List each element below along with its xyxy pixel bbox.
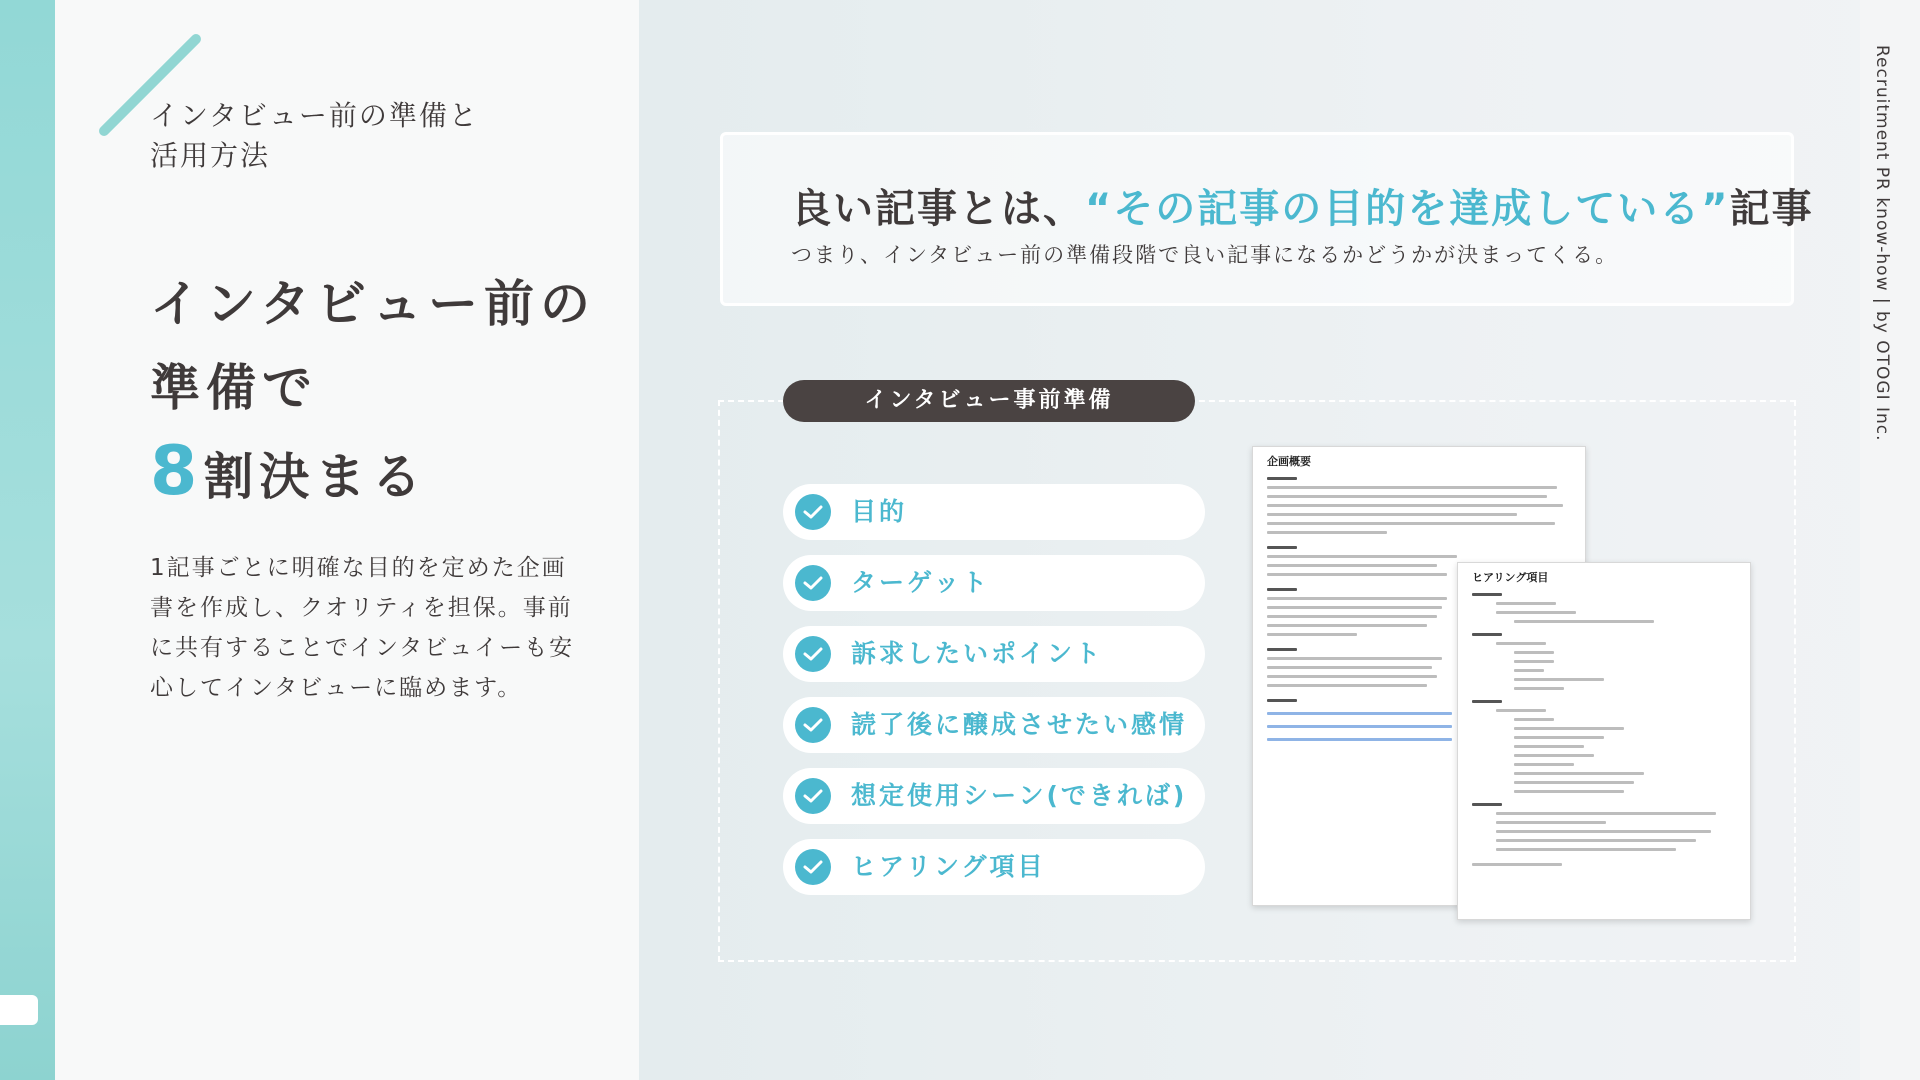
prep-item-label: ヒアリング項目 xyxy=(851,852,1046,881)
doc-title: 企画概要 xyxy=(1267,455,1311,468)
headline-line3 xyxy=(150,430,596,519)
headline-number: 8 xyxy=(150,432,204,511)
check-icon xyxy=(795,565,831,601)
prep-item-use-scene xyxy=(783,768,1205,824)
teal-side-strip xyxy=(0,0,55,1080)
prep-item-label: 読了後に醸成させたい感情 xyxy=(851,710,1188,739)
quote-line xyxy=(791,177,1814,234)
prep-item-label: 訴求したいポイント xyxy=(851,639,1104,668)
section-title-line1: インタビュー前の準備と xyxy=(150,99,479,132)
hearing-document-image xyxy=(1457,562,1751,920)
quote-sub: つまり、インタビュー前の準備段階で良い記事になるかどうかが決まってくる。 xyxy=(791,243,1619,267)
prep-item-appeal-points xyxy=(783,626,1205,682)
quote-suffix: 記事 xyxy=(1729,186,1814,232)
prep-item-purpose xyxy=(783,484,1205,540)
prep-list xyxy=(783,484,1205,910)
quote-highlight: “その記事の目的を達成している” xyxy=(1085,186,1730,232)
quote-prefix: 良い記事とは、 xyxy=(791,186,1085,232)
prep-item-label: 目的 xyxy=(851,497,908,526)
headline-line1: インタビュー前の xyxy=(150,275,596,333)
headline xyxy=(150,262,596,519)
prep-header: インタビュー事前準備 xyxy=(783,380,1195,422)
headline-line2: 準備で xyxy=(150,359,318,417)
quote-box xyxy=(720,132,1814,306)
body-text: 1記事ごとに明確な目的を定めた企画書を作成し、クオリティを担保。事前に共有することでインタビュイーも安心してインタビューに臨めます。 xyxy=(150,555,575,701)
prep-item-hearing xyxy=(783,839,1205,895)
section-title-line2: 活用方法 xyxy=(150,139,271,172)
check-icon xyxy=(795,707,831,743)
doc-title: ヒアリング項目 xyxy=(1472,571,1549,584)
prep-item-emotion xyxy=(783,697,1205,753)
check-icon xyxy=(795,494,831,530)
brand-side-label: Recruitment PR know-how | by OTOGI Inc. xyxy=(1872,45,1892,442)
prep-item-label: 想定使用シーン(できれば) xyxy=(851,781,1188,810)
section-title xyxy=(150,96,479,176)
prep-item-target xyxy=(783,555,1205,611)
check-icon xyxy=(795,636,831,672)
headline-line3-rest: 割決まる xyxy=(203,448,428,506)
side-tab xyxy=(0,995,38,1025)
check-icon xyxy=(795,849,831,885)
check-icon xyxy=(795,778,831,814)
prep-item-label: ターゲット xyxy=(851,568,991,597)
